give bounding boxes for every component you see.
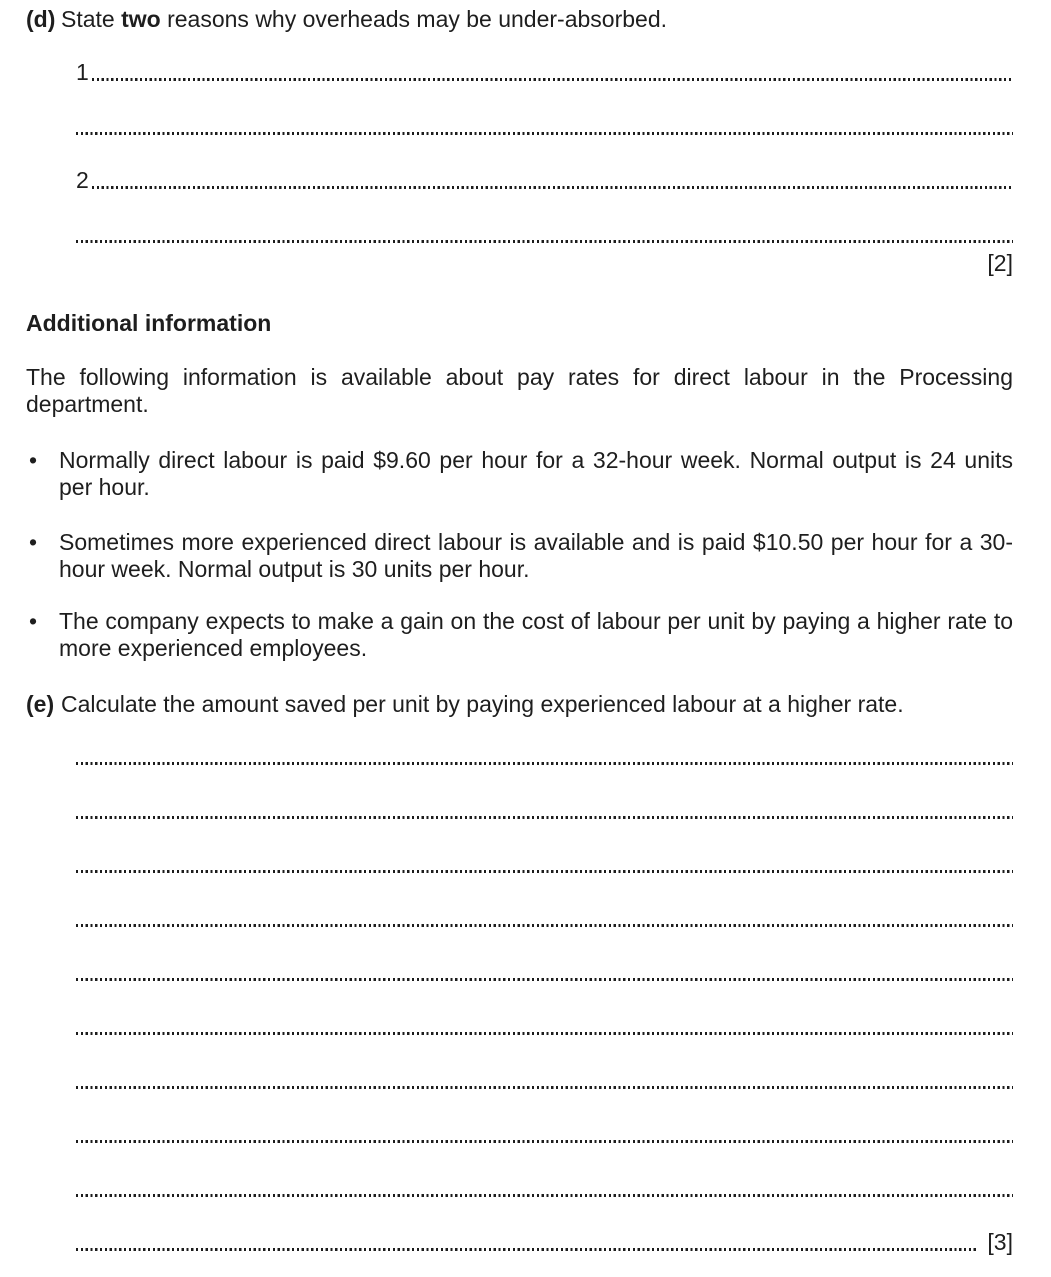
- additional-information-heading: Additional information: [26, 310, 272, 336]
- answer-line: [76, 1175, 1013, 1202]
- question-e-prompt: Calculate the amount saved per unit by paying experienced labour at a higher rate.: [61, 691, 904, 717]
- bullet-item-3: [26, 608, 1013, 662]
- bullet-icon: •: [29, 529, 38, 555]
- question-d-prompt: [61, 6, 1013, 33]
- question-d-prompt-post: reasons why overheads may be under-absorbed.: [160, 6, 668, 32]
- answer-number-1: 1: [76, 59, 89, 85]
- dotted-answer-line: [76, 132, 1013, 135]
- bullet-icon: •: [29, 608, 38, 634]
- answer-line-2-continued: [76, 221, 1013, 248]
- answer-line: [76, 905, 1013, 932]
- answer-line: [76, 743, 1013, 770]
- bullet-icon: •: [29, 447, 38, 473]
- answer-line: [76, 1121, 1013, 1148]
- question-e-label: (e): [26, 691, 55, 717]
- bullet-item-2: [26, 529, 1013, 583]
- answer-line: [76, 1013, 1013, 1040]
- answer-line-1-continued: [76, 113, 1013, 140]
- answer-line-2: [76, 167, 1013, 194]
- bullet-text-2: Sometimes more experienced direct labour is available and is paid $10.50 per hour for a 30-hour week. Normal output is 30 units per hour.: [59, 529, 1013, 582]
- question-d: [26, 6, 1013, 33]
- intro-paragraph: The following information is available about pay rates for direct labour in the Processing department.: [26, 364, 1013, 417]
- answer-line: [76, 1229, 1013, 1256]
- dotted-answer-line: [92, 186, 1013, 189]
- bullet-item-1: [26, 447, 1013, 501]
- bullet-text-1: Normally direct labour is paid $9.60 per hour for a 32-hour week. Normal output is 24 units per hour.: [59, 447, 1013, 500]
- question-d-marks: [2]: [987, 250, 1013, 276]
- question-e-answer-area: [26, 743, 1013, 1256]
- dotted-answer-line: [76, 240, 1013, 243]
- answer-number-2: 2: [76, 167, 89, 193]
- answer-line: [76, 1067, 1013, 1094]
- dotted-answer-line: [76, 1248, 978, 1251]
- question-d-label: (d): [26, 6, 56, 32]
- answer-line: [76, 959, 1013, 986]
- dotted-answer-line: [76, 978, 1013, 981]
- dotted-answer-line: [76, 1032, 1013, 1035]
- answer-line-1: [76, 59, 1013, 86]
- dotted-answer-line: [76, 1086, 1013, 1089]
- question-d-prompt-pre: State: [61, 6, 122, 32]
- bullet-text-3: The company expects to make a gain on the cost of labour per unit by paying a higher rate to more experienced employees.: [59, 608, 1013, 661]
- dotted-answer-line: [76, 1194, 1013, 1197]
- answer-line: [76, 851, 1013, 878]
- answer-line: [76, 797, 1013, 824]
- question-e-marks: [3]: [987, 1229, 1013, 1255]
- question-d-prompt-bold: two: [121, 6, 161, 32]
- dotted-answer-line: [76, 1140, 1013, 1143]
- dotted-answer-line: [76, 870, 1013, 873]
- dotted-answer-line: [92, 78, 1013, 81]
- dotted-answer-line: [76, 762, 1013, 765]
- dotted-answer-line: [76, 816, 1013, 819]
- dotted-answer-line: [76, 924, 1013, 927]
- question-e: [26, 691, 1013, 718]
